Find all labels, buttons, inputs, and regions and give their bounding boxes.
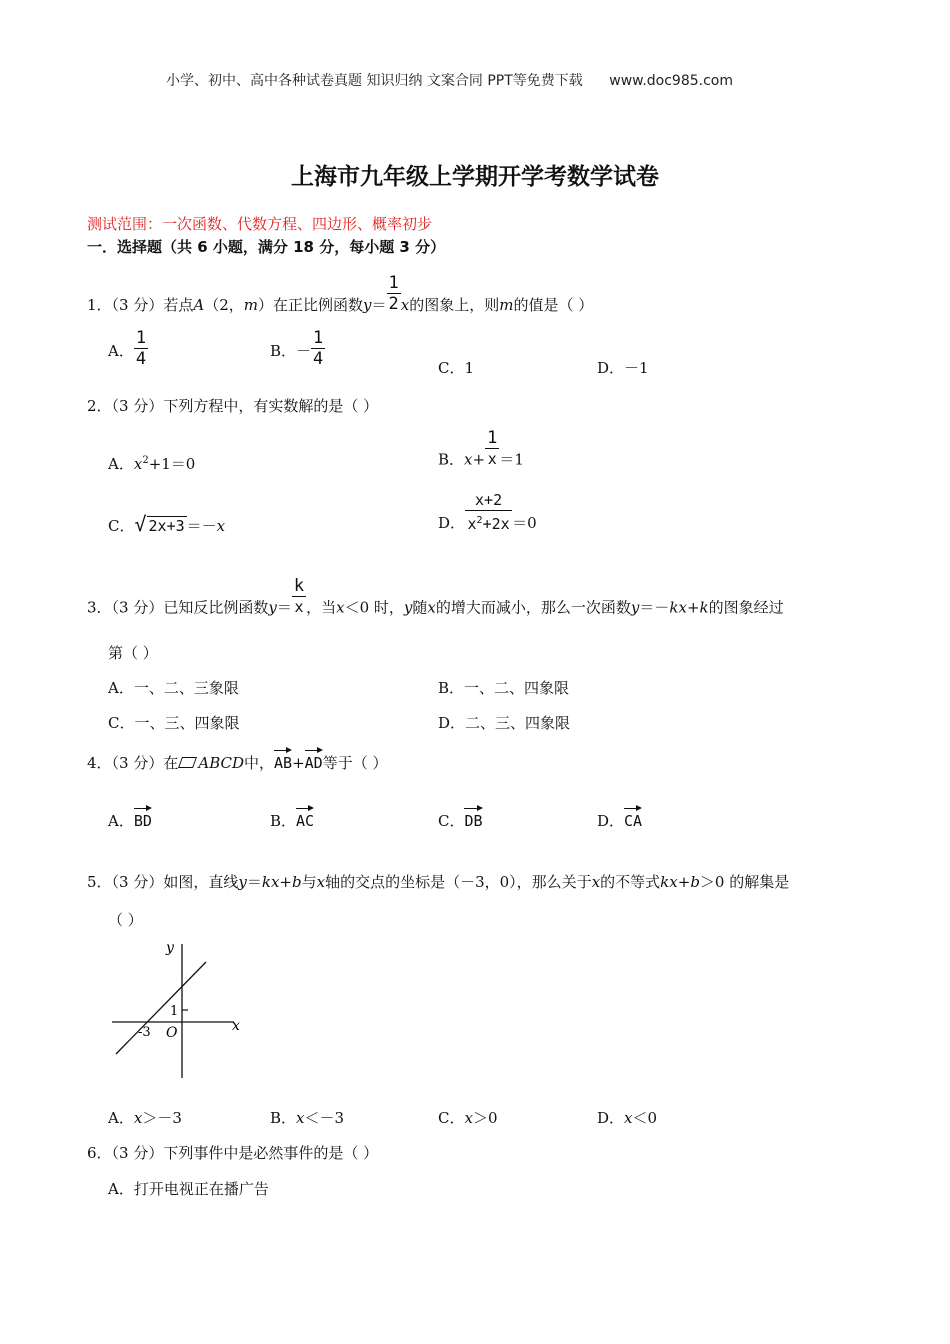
q5-option-c[interactable]: C．x＞0 xyxy=(438,1109,498,1127)
origin-label: O xyxy=(166,1025,178,1041)
q2-option-d[interactable]: D． $\frac{x+2}{x^2+2x}$ ＝0 xyxy=(438,491,537,533)
page-header xyxy=(166,70,733,90)
q5-option-a[interactable]: A．x＞－3 xyxy=(108,1109,182,1127)
section-heading: 一．选择题（共 6 小题，满分 18 分，每小题 3 分） xyxy=(87,238,446,256)
question-1: 1．（3 分）若点A（2，m）在正比例函数y＝ $\frac{1}{2}$ x的图象上，则m的值是（ ） xyxy=(87,273,594,314)
parallelogram-icon xyxy=(178,757,197,768)
q4-option-c[interactable]: C．DB xyxy=(438,806,483,831)
question-5: 5．（3 分）如图，直线y＝kx+b与x轴的交点的坐标是（－3，0），那么关于x的不等式kx+b＞0 的解集是 xyxy=(87,873,790,891)
question-3: 3．（3 分）已知反比例函数y＝ $\frac{k}{x}$ ，当x＜0 时，y随x的增大而减小，那么一次函数y＝－kx+k的图象经过 xyxy=(87,576,784,617)
q2-option-a[interactable]: A．$x^2+1=0$ xyxy=(108,455,196,473)
q4-option-a[interactable]: A．BD xyxy=(108,806,152,831)
line-graph-figure xyxy=(106,936,256,1084)
q3-option-d[interactable]: D．二、三、四象限 xyxy=(438,714,571,732)
q5-option-b[interactable]: B．x＜－3 xyxy=(270,1109,345,1127)
q1-option-b[interactable]: B．－ $\frac{1}{4}$ xyxy=(270,328,324,369)
one-label: 1 xyxy=(170,1004,179,1019)
question-2: 2．（3 分）下列方程中，有实数解的是（ ） xyxy=(87,397,379,415)
q1-option-d[interactable]: D．－1 xyxy=(597,359,649,377)
header-text: 小学、初中、高中各种试卷真题 知识归纳 文案合同 PPT等免费下载 xyxy=(166,73,583,89)
y-label: y xyxy=(166,940,174,956)
q2-option-b[interactable]: B．x+ $\frac{1}{x}$ ＝1 xyxy=(438,428,524,469)
function-line xyxy=(116,962,206,1054)
q2-option-c[interactable]: C．√ 2x+3 ＝－x xyxy=(108,512,226,536)
q6-option-a[interactable]: A．打开电视正在播广告 xyxy=(108,1180,269,1198)
question-3-cont: 第（ ） xyxy=(108,644,158,662)
q3-option-c[interactable]: C．一、三、四象限 xyxy=(108,714,240,732)
q1-option-c[interactable]: C．1 xyxy=(438,359,475,377)
q1-stem: 1．（3 分）若点 xyxy=(87,296,194,314)
test-scope: 测试范围：一次函数、代数方程、四边形、概率初步 xyxy=(87,215,433,233)
q5-option-d[interactable]: D．x＜0 xyxy=(597,1109,658,1127)
question-6: 6．（3 分）下列事件中是必然事件的是（ ） xyxy=(87,1144,379,1162)
q4-option-b[interactable]: B．AC xyxy=(270,806,314,831)
header-url[interactable]: www.doc985.com xyxy=(609,73,733,89)
q4-option-d[interactable]: D．CA xyxy=(597,806,642,831)
q3-option-b[interactable]: B．一、二、四象限 xyxy=(438,679,570,697)
q3-option-a[interactable]: A．一、二、三象限 xyxy=(108,679,239,697)
question-5-cont: （ ） xyxy=(108,911,143,929)
neg3-label: -3 xyxy=(138,1025,151,1040)
page-title: 上海市九年级上学期开学考数学试卷 xyxy=(291,164,659,190)
fraction-half: $\frac{1}{2}$ xyxy=(388,273,399,314)
x-label: x xyxy=(232,1018,240,1034)
q1-option-a[interactable]: A． $\frac{1}{4}$ xyxy=(108,328,147,369)
question-4: 4．（3 分）在 ABCD中，AB+AD等于（ ） xyxy=(87,748,388,773)
